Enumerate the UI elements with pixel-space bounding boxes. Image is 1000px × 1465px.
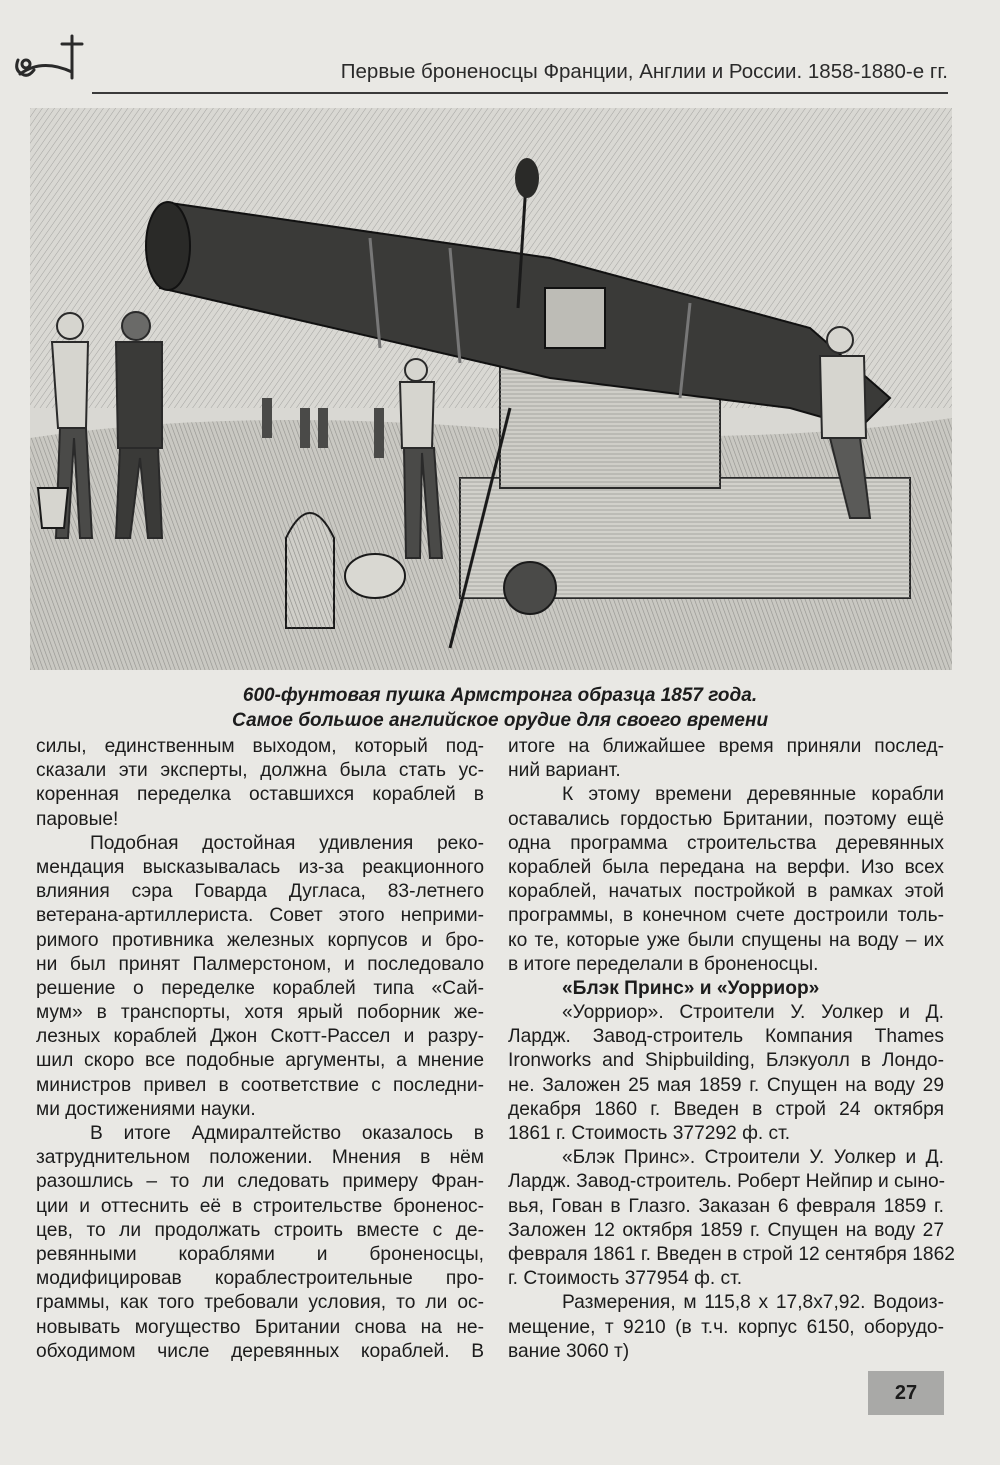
- text-line: паровые!: [36, 808, 119, 830]
- figure-caption: [60, 683, 940, 733]
- text-line: сказали эти эксперты, должна была стать ус-: [36, 760, 484, 782]
- text-line: не. Заложен 25 мая 1859 г. Спущен на воду 29: [508, 1074, 944, 1096]
- text-line: силы, единственным выходом, который под-: [36, 736, 484, 757]
- text-line: модифицировав кораблестроительные про-: [36, 1268, 484, 1290]
- right-text-column: [508, 735, 955, 1364]
- text-line: в итоге переделали в броненосцы.: [508, 953, 819, 975]
- section-heading: «Блэк Принс» и «Уорриор»: [562, 977, 820, 999]
- text-line: оставались гордостью Британии, поэтому ещё: [508, 808, 944, 830]
- text-line: влияния сэра Говарда Дугласа, 83-летнего: [36, 881, 484, 903]
- text-line: обходимом числе деревянных кораблей. В: [36, 1340, 484, 1362]
- text-line: мещение, т 9210 (в т.ч. корпус 6150, оборудо-: [508, 1316, 944, 1338]
- text-line: ревянными кораблями и броненосцы,: [36, 1243, 484, 1265]
- text-line: «Уорриор». Строители У. Уолкер и Д.: [562, 1002, 944, 1024]
- text-line: Лардж. Завод-строитель Компания Thames: [508, 1026, 944, 1048]
- text-line: Ironworks and Shipbuilding, Блэкуолл в Лондо-: [508, 1050, 944, 1072]
- text-line: ко те, которые уже были спущены на воду – их: [508, 929, 944, 951]
- text-line: мум» в транспорты, хотя ярый поборник же-: [36, 1002, 484, 1024]
- text-line: ний вариант.: [508, 760, 621, 782]
- text-line: разошлись – то ли следовать примеру Фран-: [36, 1171, 484, 1193]
- text-line: В итоге Адмиралтейство оказалось в: [90, 1123, 484, 1144]
- text-line: решение о переделке кораблей типа «Сай-: [36, 977, 484, 999]
- text-line: вья, Гован в Глазго. Заказан 6 февраля 1859 г.: [508, 1195, 944, 1217]
- running-title: Первые броненосцы Франции, Англии и России. 1858-1880-е гг.: [340, 60, 948, 83]
- text-line: коренная переделка оставшихся кораблей в: [36, 784, 484, 806]
- text-line: затруднительном положении. Мнения в нём: [36, 1147, 484, 1169]
- text-line: граммы, как того требовали условия, то ли ос-: [36, 1292, 484, 1314]
- text-line: «Блэк Принс». Строители У. Уолкер и Д.: [562, 1147, 944, 1169]
- text-line: ни был принят Палмерстоном, и последовало: [36, 953, 484, 975]
- bucket: [38, 488, 68, 528]
- page-number: 27: [868, 1371, 944, 1415]
- text-line: Заложен 12 октября 1859 г. Спущен на воду 27: [508, 1219, 944, 1241]
- text-line: 1861 г. Стоимость 377292 ф. ст.: [508, 1123, 791, 1144]
- text-line: Размерения, м 115,8 x 17,8x7,92. Водоиз-: [562, 1292, 944, 1314]
- text-line: г. Стоимость 377954 ф. ст.: [508, 1268, 743, 1290]
- caption-line: Самое большое английское орудие для своего времени: [231, 710, 769, 731]
- text-line: шил скоро все подобные аргументы, а мнение: [36, 1050, 484, 1072]
- text-line: декабря 1860 г. Введен в строй 24 октября: [508, 1098, 944, 1120]
- text-line: лезных кораблей Джон Скотт-Рассел и разру-: [36, 1026, 484, 1048]
- text-line: программы, в конечном счете достроили толь-: [508, 905, 944, 927]
- text-line: февраля 1861 г. Введен в строй 12 сентября 1862: [508, 1243, 955, 1265]
- header-rule: [92, 92, 948, 94]
- text-line: римого противника железных корпусов и бро-: [36, 929, 484, 951]
- text-line: К этому времени деревянные корабли: [562, 784, 944, 806]
- text-line: мендация высказывалась из-за реакционного: [36, 856, 484, 878]
- text-line: министров привел в соответствие с последни-: [36, 1074, 484, 1096]
- cannon-engraving: [30, 108, 952, 670]
- text-line: итоге на ближайшее время приняли послед-: [508, 736, 944, 757]
- text-line: одна программа строительства деревянных: [508, 832, 944, 854]
- text-line: ветерана-артиллериста. Совет этого неприми-: [36, 905, 484, 927]
- text-line: ми достижениями науки.: [36, 1098, 256, 1120]
- text-line: Лардж. Завод-строитель. Роберт Нейпир и сыно-: [508, 1171, 946, 1193]
- text-line: вание 3060 т): [508, 1340, 630, 1362]
- left-text-column: [36, 735, 484, 1364]
- anchor-icon: [12, 30, 92, 82]
- text-line: цев, то ли продолжать строить вместе с де-: [36, 1219, 484, 1241]
- text-line: Подобная достойная удивления реко-: [90, 832, 484, 854]
- text-line: кораблей была передана на верфи. Изо всех: [508, 856, 944, 878]
- text-line: ции и оттеснить её в строительстве броненос-: [36, 1195, 484, 1217]
- text-line: кораблей, начатых постройкой в рамках этой: [508, 881, 944, 903]
- caption-line: 600-фунтовая пушка Армстронга образца 1857 года.: [242, 685, 758, 706]
- text-line: новывать могущество Британии снова на не-: [36, 1316, 484, 1338]
